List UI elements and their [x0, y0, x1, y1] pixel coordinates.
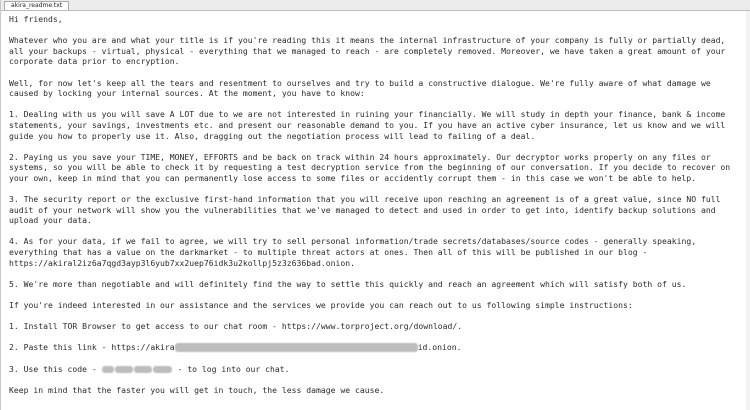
step-2-suffix: id.onion. [417, 342, 462, 353]
redacted-code-part-2 [115, 366, 133, 373]
paragraph-1-line-2: all your backups - virtual, physical - everything that we managed to reach - are completely removed. Moreover, we have taken a great amount of your [9, 45, 726, 56]
point-1-line-3: guide you how to properly use it. Also, dragging out the negotiation process will lead to failing of a deal. [9, 130, 536, 141]
instructions-intro: If you're indeed interested in our assistance and the services we provide you can reach out to us following simple instructions: [9, 300, 633, 311]
point-2-line-2: systems, so you will be able to check it by requesting a test decryption service from the beginning of our conversation. If you decide to recover on [9, 162, 731, 173]
point-2-line-1: 2. Paying us you save your TIME, MONEY, EFFORTS and be back on track within 24 hours approximately. Our decryptor works properly on any files or [9, 151, 711, 162]
step-2-prefix: 2. Paste this link - https://akira [9, 342, 175, 353]
step-3-prefix: 3. Use this code - [9, 363, 97, 374]
redacted-code-part-4 [153, 366, 172, 373]
step-3-line [9, 364, 745, 375]
redacted-code-part-3 [134, 366, 152, 373]
point-1-line-2: statements, your savings, investments etc. and present our reasonable demand to you. If you have an active cyber insurance, let us know and we will [9, 119, 726, 130]
tab-akira-readme[interactable]: akira_readme.txt [4, 1, 69, 10]
redacted-onion-address [175, 343, 418, 352]
point-3-line-1: 3. The security report or the exclusive first-hand information that you will receive upon reaching an agreement is of a great value, since NO full [9, 194, 721, 205]
greeting-line: Hi friends, [9, 14, 63, 24]
point-2-line-3: your own, keep in mind that you can permanently lose access to some files or accidently corrupt them - in this case we won't be able to help. [9, 172, 697, 183]
paragraph-2-line-1: Well, for now let's keep all the tears and resentment to ourselves and try to build a constructive dialogue. We're fully aware of what damage we [9, 77, 711, 88]
paragraph-1-line-1: Whatever who you are and what your title is if you're reading this it means the internal infrastructure of your company is fully or partially dead, [9, 35, 726, 46]
closing-line: Keep in mind that the faster you will get in touch, the less damage we cause. [9, 384, 385, 395]
paragraph-2-line-2: caused by locking your internal sources. At the moment, you have to know: [9, 88, 365, 99]
point-4-line-3: https://akiral2iz6a7qgd3ayp3l6yub7xx2uep76idk3u2kollpj5z3z636bad.onion. [9, 257, 355, 268]
step-3-suffix: - to log into our chat. [177, 363, 290, 374]
point-1-line-1: 1. Dealing with us you will save A LOT due to we are not interested in ruining your financially. We will study in depth your finance, bank & income [9, 109, 726, 120]
point-3-line-2: audit of your network will show you the vulnerabilities that we've managed to detect and used in order to get into, identify backup solutions and [9, 204, 716, 215]
point-3-line-3: upload your data. [9, 215, 92, 226]
step-2-line [9, 342, 745, 353]
vertical-scrollbar[interactable] [746, 11, 750, 410]
paragraph-1-line-3: corporate data prior to encryption. [9, 56, 180, 67]
point-5-line: 5. We're more than negotiable and will definitely find the way to settle this quickly and reach an agreement which will satisfy both of us. [9, 278, 687, 289]
redacted-code-part-1 [102, 366, 114, 373]
ransom-note-text[interactable] [9, 14, 745, 395]
tab-bar [1, 0, 750, 11]
point-4-line-1: 4. As for your data, if we fail to agree, we will try to sell personal information/trade secrets/databases/source codes - generally speaking, [9, 236, 697, 247]
step-1-line: 1. Install TOR Browser to get access to our chat room - https://www.torproject.org/download/. [9, 321, 463, 332]
point-4-line-2: everything that has a value on the darkmarket - to multiple threat actors at ones. Then all of this will be published in our blog - [9, 247, 648, 258]
